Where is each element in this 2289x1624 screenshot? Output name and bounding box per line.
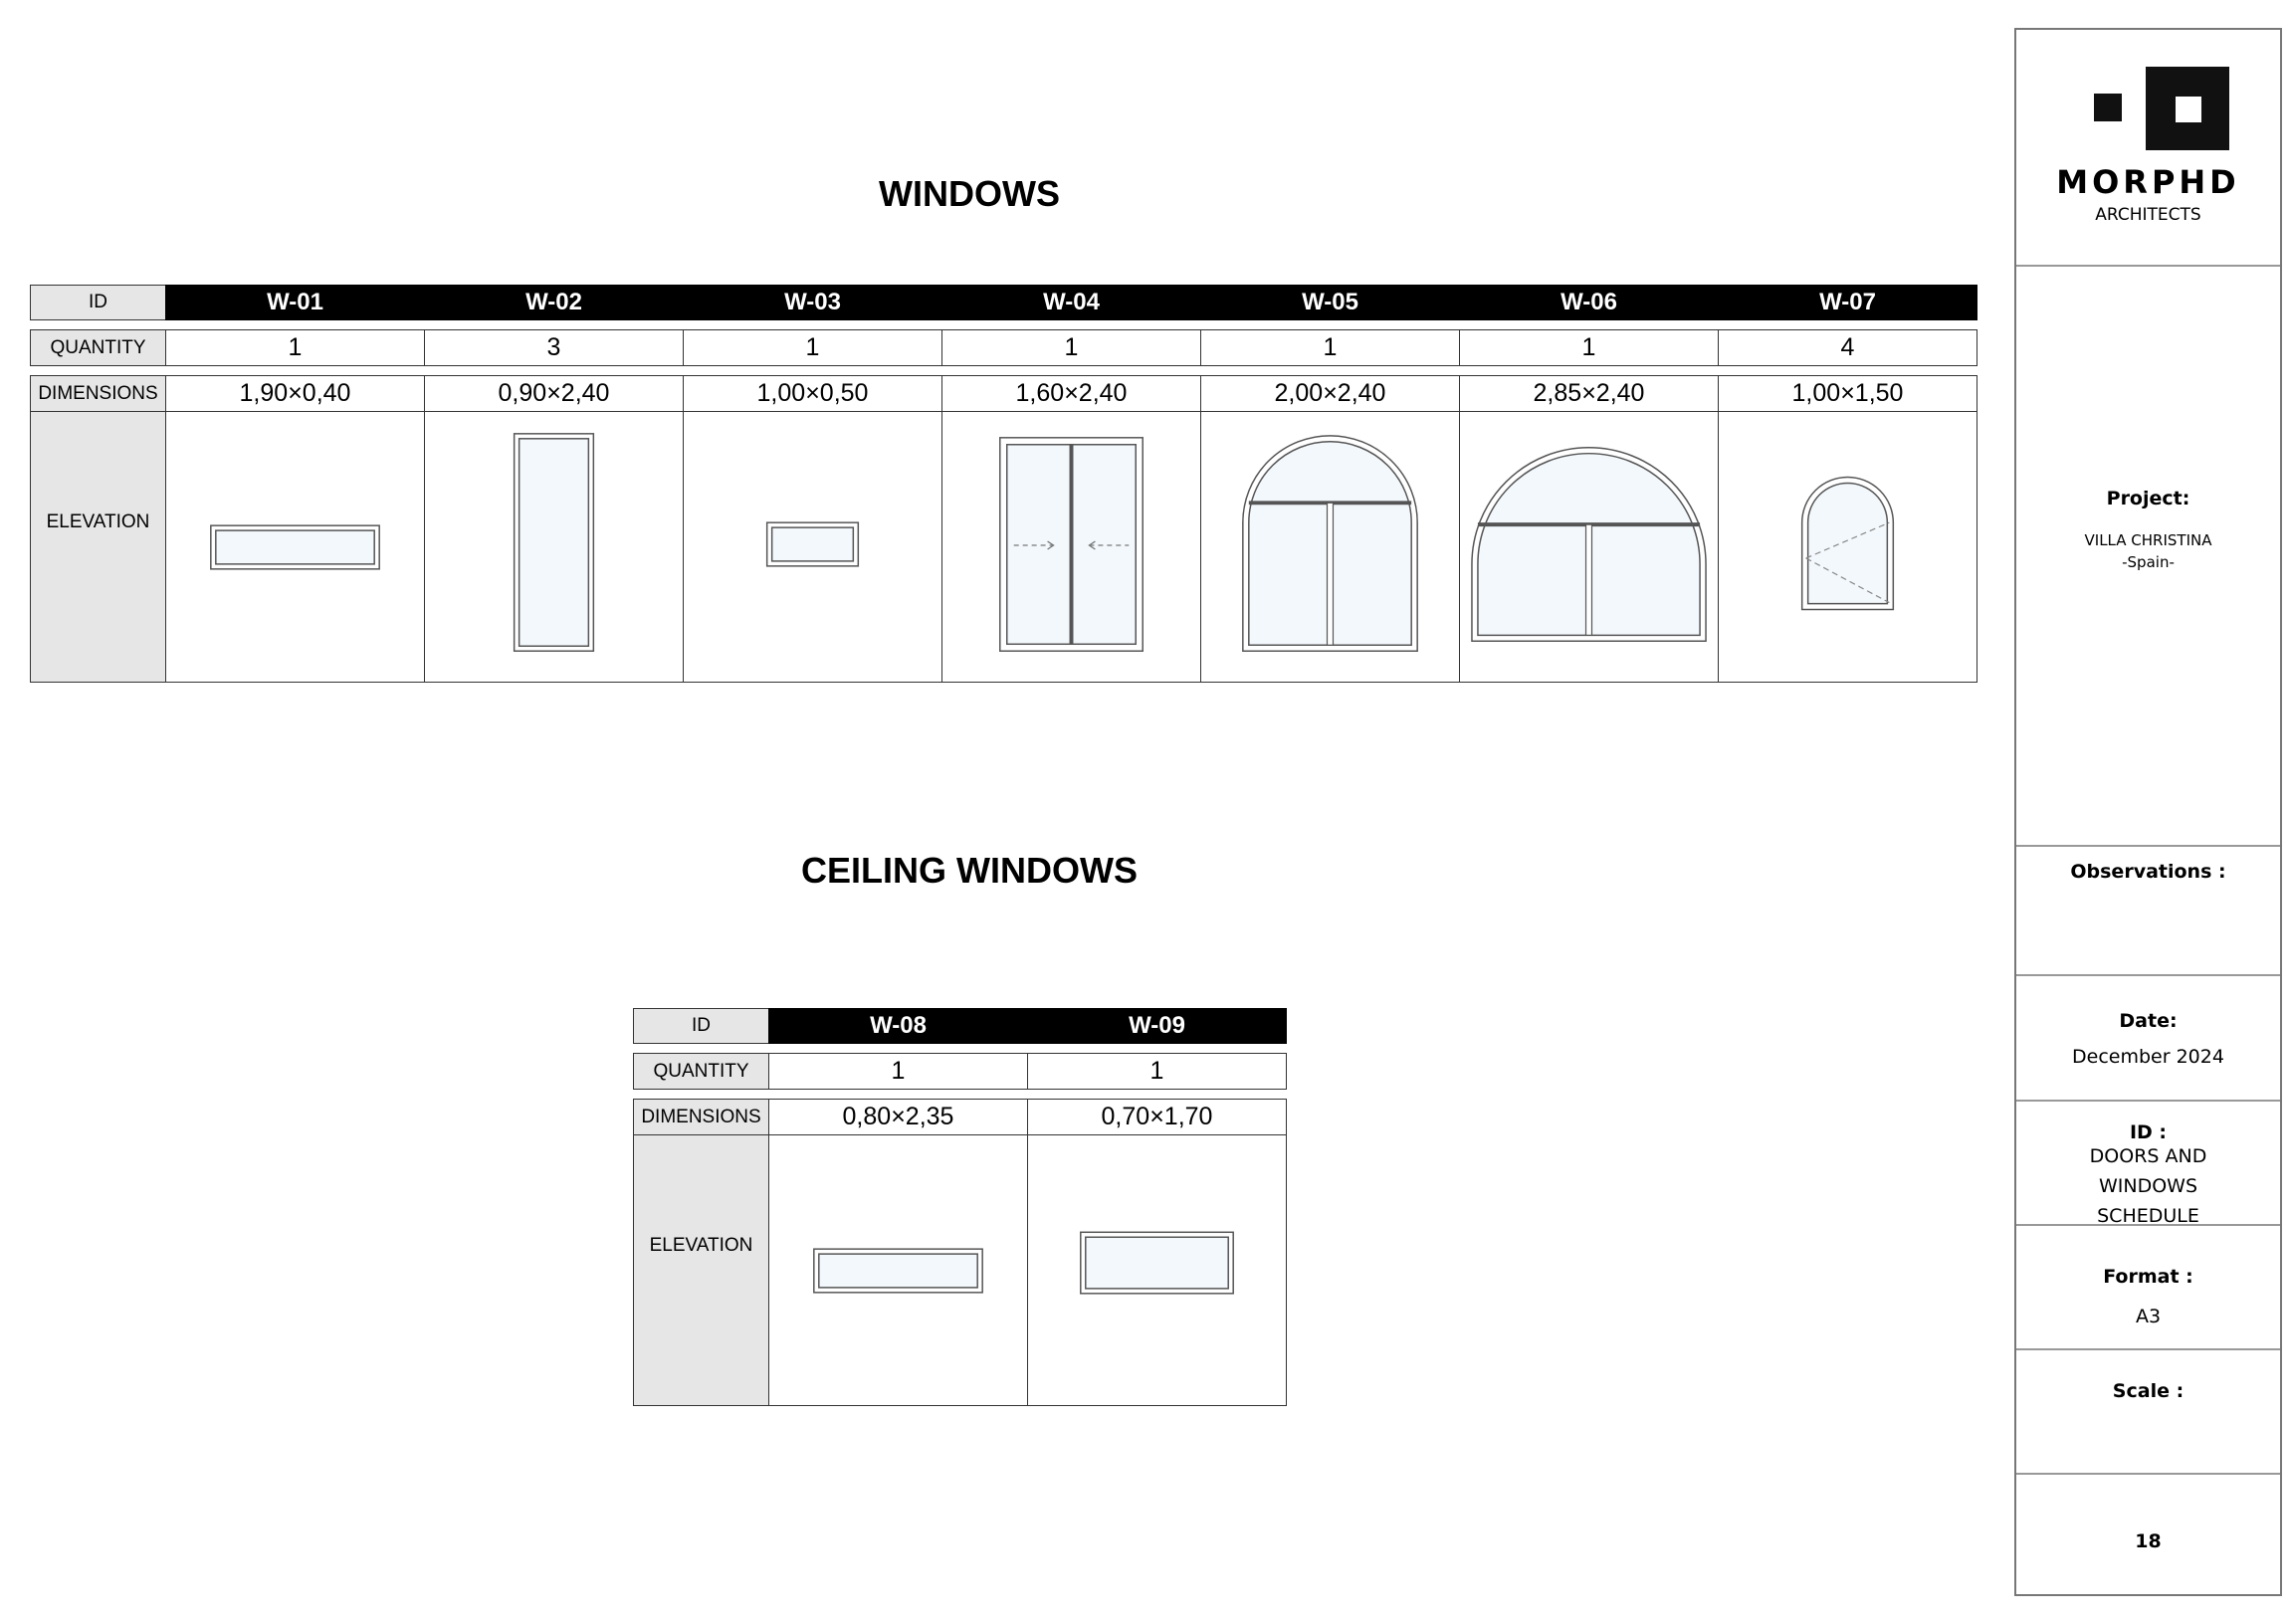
windows-dimensions-cell: 0,90×2,40 bbox=[424, 375, 684, 412]
window-elevation-drawing bbox=[1719, 412, 1977, 682]
date-label: Date: bbox=[2119, 1010, 2178, 1032]
windows-elevation-cell bbox=[1200, 411, 1460, 683]
windows-quantity-cell: 3 bbox=[424, 329, 684, 366]
ceiling-quantity-cell: 1 bbox=[768, 1053, 1028, 1090]
ceiling-id-cell: W-08 bbox=[768, 1008, 1028, 1044]
format-section bbox=[2016, 1226, 2280, 1350]
ceiling-dimensions-cell: 0,70×1,70 bbox=[1027, 1099, 1287, 1135]
windows-dimensions-cell: 2,00×2,40 bbox=[1200, 375, 1460, 412]
ceiling-dimensions-label: DIMENSIONS bbox=[633, 1099, 769, 1135]
logo-mark bbox=[2094, 94, 2122, 121]
windows-dimensions-cell: 1,00×1,50 bbox=[1718, 375, 1977, 412]
date-value: December 2024 bbox=[2072, 1046, 2224, 1068]
windows-id-cell: W-02 bbox=[424, 285, 684, 320]
windows-title: WINDOWS bbox=[879, 173, 1060, 214]
observations-section bbox=[2016, 847, 2280, 976]
windows-quantity-cell: 1 bbox=[1200, 329, 1460, 366]
windows-dimensions-cell: 2,85×2,40 bbox=[1459, 375, 1719, 412]
windows-quantity-label: QUANTITY bbox=[30, 329, 166, 366]
logo-section bbox=[2016, 30, 2280, 267]
windows-quantity-cell: 1 bbox=[165, 329, 425, 366]
ceiling-elevation-label: ELEVATION bbox=[633, 1134, 769, 1406]
window-elevation-drawing bbox=[942, 412, 1200, 682]
windows-id-label: ID bbox=[30, 285, 166, 320]
id-line3: SCHEDULE bbox=[2097, 1205, 2199, 1223]
page-number-section bbox=[2016, 1475, 2280, 1594]
ceiling-windows-title: CEILING WINDOWS bbox=[801, 850, 1138, 891]
windows-dimensions-cell: 1,00×0,50 bbox=[683, 375, 942, 412]
window-elevation-drawing bbox=[1460, 412, 1718, 682]
project-name: VILLA CHRISTINA bbox=[2084, 531, 2212, 549]
window-elevation-drawing bbox=[425, 412, 683, 682]
id-label: ID : bbox=[2129, 1121, 2168, 1143]
project-location: -Spain- bbox=[2122, 553, 2175, 571]
windows-id-cell: W-04 bbox=[941, 285, 1201, 320]
windows-dimensions-cell: 1,60×2,40 bbox=[941, 375, 1201, 412]
logo-name: MORPHD bbox=[2056, 163, 2240, 201]
logo-subtitle: ARCHITECTS bbox=[2095, 205, 2201, 225]
windows-quantity-cell: 1 bbox=[941, 329, 1201, 366]
windows-elevation-cell bbox=[1718, 411, 1977, 683]
windows-elevation-cell bbox=[683, 411, 942, 683]
format-label: Format : bbox=[2103, 1266, 2193, 1288]
project-section bbox=[2016, 267, 2280, 847]
id-line1: DOORS AND bbox=[2089, 1145, 2207, 1167]
scale-section bbox=[2016, 1350, 2280, 1475]
ceiling-elevation-cell bbox=[1027, 1134, 1287, 1406]
window-elevation-drawing bbox=[1201, 412, 1459, 682]
windows-id-cell: W-01 bbox=[165, 285, 425, 320]
windows-elevation-cell bbox=[1459, 411, 1719, 683]
window-elevation-drawing bbox=[684, 412, 941, 682]
windows-dimensions-cell: 1,90×0,40 bbox=[165, 375, 425, 412]
date-section bbox=[2016, 976, 2280, 1102]
windows-elevation-cell bbox=[424, 411, 684, 683]
logo-mark-large bbox=[2146, 67, 2229, 150]
ceiling-quantity-cell: 1 bbox=[1027, 1053, 1287, 1090]
windows-id-cell: W-03 bbox=[683, 285, 942, 320]
windows-elevation-cell bbox=[941, 411, 1201, 683]
format-value: A3 bbox=[2135, 1306, 2162, 1327]
ceiling-quantity-label: QUANTITY bbox=[633, 1053, 769, 1090]
window-elevation-drawing bbox=[166, 412, 424, 682]
project-label: Project: bbox=[2106, 488, 2190, 509]
windows-id-cell: W-05 bbox=[1200, 285, 1460, 320]
windows-quantity-cell: 4 bbox=[1718, 329, 1977, 366]
id-section bbox=[2016, 1102, 2280, 1226]
scale-label: Scale : bbox=[2112, 1380, 2185, 1402]
windows-id-cell: W-07 bbox=[1718, 285, 1977, 320]
window-elevation-drawing bbox=[1028, 1135, 1286, 1405]
windows-quantity-cell: 1 bbox=[1459, 329, 1719, 366]
window-elevation-drawing bbox=[769, 1135, 1027, 1405]
windows-elevation-cell bbox=[165, 411, 425, 683]
windows-elevation-label: ELEVATION bbox=[30, 411, 166, 683]
observations-label: Observations : bbox=[2070, 861, 2226, 883]
ceiling-elevation-cell bbox=[768, 1134, 1028, 1406]
ceiling-id-cell: W-09 bbox=[1027, 1008, 1287, 1044]
windows-quantity-cell: 1 bbox=[683, 329, 942, 366]
page-number: 18 bbox=[2135, 1530, 2162, 1552]
title-block bbox=[2014, 28, 2282, 1596]
ceiling-id-label: ID bbox=[633, 1008, 769, 1044]
windows-dimensions-label: DIMENSIONS bbox=[30, 375, 166, 412]
windows-id-cell: W-06 bbox=[1459, 285, 1719, 320]
ceiling-dimensions-cell: 0,80×2,35 bbox=[768, 1099, 1028, 1135]
id-line2: WINDOWS bbox=[2098, 1175, 2198, 1197]
